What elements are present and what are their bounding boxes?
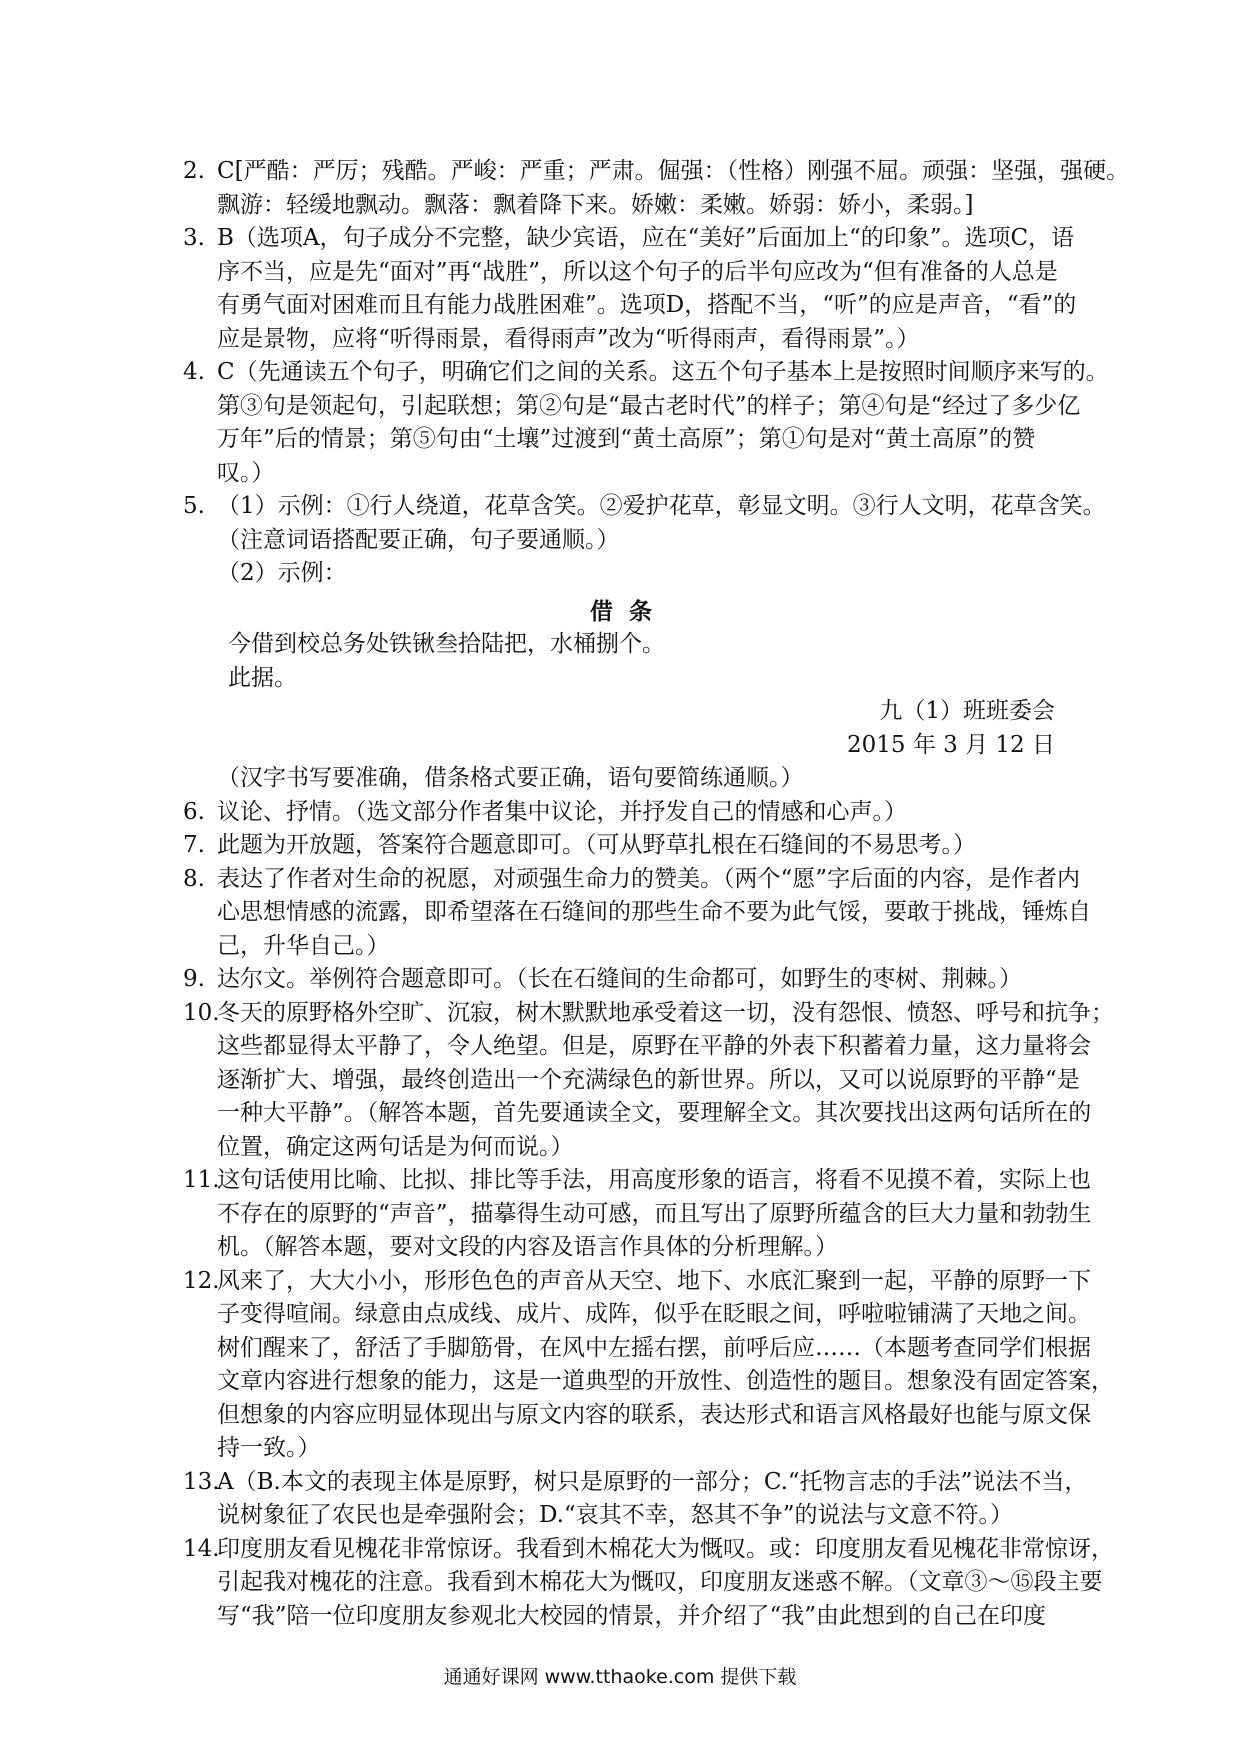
answer-item-6 [183,796,1055,830]
answer-item-3 [183,222,1077,356]
iou-remark: （汉字书写要准确，借条格式要正确，语句要简练通顺。） [217,765,804,791]
item-line: 这些都显得太平静了，令人绝望。但是，原野在平静的外表下积蓄着力量，这力量将会 [217,1033,1091,1059]
answer-item-12 [183,1265,1114,1466]
item-line: 子变得喧闹。绿意由点成线、成片、成阵，似乎在眨眼之间，呼啦啦铺满了天地之间。 [217,1301,1091,1327]
item-line: 写“我”陪一位印度朋友参观北大校园的情景，并介绍了“我”由此想到的自己在印度 [217,1602,1047,1629]
item-line: 风来了，大大小小，形形色色的声音从天空、地下、水底汇聚到一起，平静的原野一下 [217,1267,1091,1294]
item-line: 冬天的原野格外空旷、沉寂，树木默默地承受着这一切，没有怨恨、愤怒、呼号和抗争； [217,999,1114,1026]
page-footer: 通通好课网 www.tthaoke.com 提供下载 [443,1666,797,1688]
item-line: 己，升华自己。） [217,932,390,959]
item-line: 应是景物，应将“听得雨景，看得雨声”改为“听得雨声，看得雨景”。） [217,325,920,352]
answer-item-5 [183,490,1106,591]
item-number: 14. [183,1535,220,1562]
answer-item-13 [183,1466,1088,1533]
item-line: 逐渐扩大、增强，最终创造出一个充满绿色的新世界。所以，又可以说原野的平静“是 [217,1066,1080,1093]
item-line: 印度朋友看见槐花非常惊讶。我看到木棉花大为慨叹。或：印度朋友看见槐花非常惊讶， [217,1535,1114,1562]
item-number: 5. [183,493,205,519]
item-line: C（先通读五个句子，明确它们之间的关系。这五个句子基本上是按照时间顺序来写的。 [217,359,1109,385]
item-line: 议论、抒情。（选文部分作者集中议论，并抒发自己的情感和心声。） [217,798,907,825]
item-line: （注意词语搭配要正确，句子要通顺。） [217,526,620,553]
item-number: 13. [183,1468,220,1495]
item-line: B（选项A，句子成分不完整，缺少宾语，应在“美好”后面加上“的印象”。选项C，语 [217,225,1075,251]
item-line: 表达了作者对生命的祝愿，对顽强生命力的赞美。（两个“愿”字后面的内容，是作者内 [217,865,1081,892]
item-line: 持一致。） [217,1435,321,1461]
iou-note [183,595,1055,796]
iou-body-line: 今借到校总务处铁锹叁拾陆把，水桶捌个。 [228,631,665,657]
item-line: 说树象征了农民也是牵强附会；D.“哀其不幸，怒其不争”的说法与文意不符。） [217,1502,1013,1528]
item-line: 达尔文。举例符合题意即可。（长在石缝间的生命都可，如野生的枣树、荆棘。） [217,966,1022,992]
item-number: 7. [183,832,205,858]
item-line: 序不当，应是先“面对”再“战胜”，所以这个句子的后半句应改为“但有准备的人总是 [217,258,1058,285]
iou-signer: 九（1）班班委会 [879,698,1055,724]
answer-content [183,155,1130,1633]
item-number: 4. [183,359,205,385]
item-line: 万年”后的情景；第⑤句由“土壤”过渡到“黄土高原”；第①句是对“黄土高原”的赞 [217,426,1036,452]
item-line: 有勇气面对困难而且有能力战胜困难”。选项D，搭配不当，“听”的应是声音，“看”的 [217,292,1077,318]
answer-item-7 [183,829,1055,863]
item-line: 这句话使用比喻、比拟、排比等手法，用高度形象的语言，将看不见摸不着，实际上也 [217,1167,1091,1193]
item-number: 8. [183,865,205,892]
answer-item-2 [183,155,1130,222]
item-line: 此题为开放题，答案符合题意即可。（可从野草扎根在石缝间的不易思考。） [217,832,976,858]
iou-title: 借条 [590,597,668,625]
item-number: 2. [183,158,205,184]
item-line: （1）示例：①行人绕道，花草含笑。②爱护花草，彰显文明。③行人文明，花草含笑。 [217,493,1106,519]
item-line: （2）示例： [217,560,347,586]
item-number: 12. [183,1267,220,1294]
item-line: 文章内容进行想象的能力，这是一道典型的开放性、创造性的题目。想象没有固定答案， [217,1368,1114,1394]
item-line: 位置，确定这两句话是为何而说。） [217,1133,574,1160]
item-line: 不存在的原野的“声音”，描摹得生动可感，而且写出了原野所蕴含的巨大力量和勃勃生 [217,1200,1092,1227]
item-line: 引起我对槐花的注意。我看到木棉花大为慨叹，印度朋友迷惑不解。（文章③～⑮段主要 [217,1569,1103,1595]
iou-body [183,628,1055,695]
item-line: 第③句是领起句，引起联想；第②句是“最古老时代”的样子；第④句是“经过了多少亿 [217,392,1081,419]
item-line: 心思想情感的流露，即希望落在石缝间的那些生命不要为此气馁，要敢于挑战，锤炼自 [217,899,1091,925]
item-line: 树们醒来了，舒活了手脚筋骨，在风中左摇右摆，前呼后应……（本题考查同学们根据 [217,1334,1091,1361]
item-number: 10. [183,999,220,1026]
iou-body-line: 此据。 [228,664,297,691]
item-number: 6. [183,798,205,825]
item-line: C[严酷：严厉；残酷。严峻：严重；严肃。倔强：（性格）刚强不屈。顽强：坚强，强硬。 [217,158,1130,184]
item-number: 11. [183,1167,220,1193]
item-line: 机。（解答本题，要对文段的内容及语言作具体的分析理解。） [217,1234,838,1260]
item-line: 飘游：轻缓地飘动。飘落：飘着降下来。娇嫩：柔嫩。娇弱：娇小，柔弱。] [217,191,974,218]
item-number: 3. [183,225,205,251]
item-line: A（B.本文的表现主体是原野，树只是原野的一部分；C.“托物言志的手法”说法不当， [217,1468,1088,1495]
iou-date: 2015 年 3 月 12 日 [847,731,1055,758]
item-number: 9. [183,966,205,992]
answer-item-10 [183,997,1114,1165]
answer-item-14 [183,1533,1114,1634]
answer-item-9 [183,963,1055,997]
answer-item-8 [183,863,1091,964]
item-line: 叹。） [217,459,275,486]
answer-item-4 [183,356,1109,490]
item-line: 但想象的内容应明显体现出与原文内容的联系，表达形式和语言风格最好也能与原文保 [217,1401,1091,1428]
answer-item-11 [183,1164,1092,1265]
item-line: 一种大平静”。（解答本题，首先要通读全文，要理解全文。其次要找出这两句话所在的 [217,1100,1092,1126]
